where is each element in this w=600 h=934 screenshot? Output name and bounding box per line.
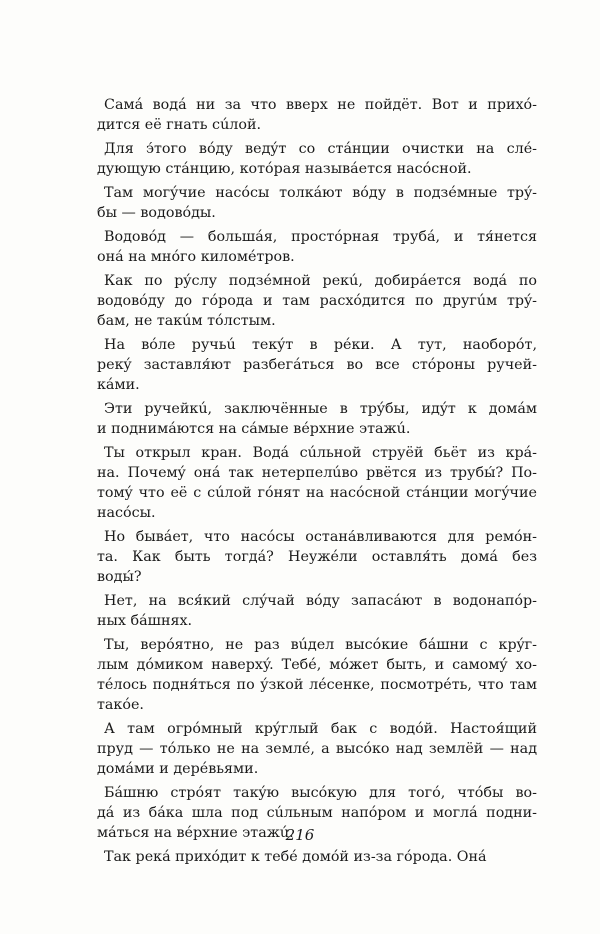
text-line: мáться на вéрхние этажú. [97, 825, 294, 841]
paragraph [97, 527, 537, 587]
text-line: такóе. [97, 697, 144, 713]
paragraph [97, 399, 537, 439]
text-line: Но бывáет, что насóсы остана́вливаются для ремóн- [104, 529, 537, 545]
text-line: Ты, верóятно, не раз вúдел высóкие бáшни с крýг- [104, 637, 537, 653]
paragraph [97, 271, 537, 331]
paragraph [97, 635, 537, 715]
text-line: Самá водá ни за что вверх не пойдёт. Вот и прихó- [104, 97, 537, 113]
text-line: кáми. [97, 377, 140, 393]
text-line: тéлось подня́ться по ýзкой лéсенке, посмотрéть, что там [97, 677, 537, 693]
text-line: Для э́того вóду ведýт со стáнции очистки на слé- [104, 141, 537, 157]
text-line: пруд — тóлько не на землé, а высóко над землёй — над [97, 741, 537, 757]
text-line: домáми и дерéвьями. [97, 761, 259, 777]
text-line: Так рекá прихóдит к тебé домóй из-за гóрода. Онá [104, 849, 487, 865]
paragraph [97, 719, 537, 779]
paragraph [97, 183, 537, 223]
text-line: насóсы. [97, 505, 156, 521]
text-line: рекý заставля́ют разбегáться во все стóроны ручей- [97, 357, 537, 373]
text-line: ных бáшнях. [97, 613, 193, 629]
text-line: Эти ручейкú, заключённые в трýбы, идýт к домáм [104, 401, 537, 417]
text-line: Там могýчие насóсы толкáют вóду в подзéмные трý- [104, 185, 537, 201]
text-line: и поднимáются на сáмые вéрхние этажú. [97, 421, 411, 437]
paragraph [97, 227, 537, 267]
page-body-text [97, 95, 537, 871]
paragraph [97, 335, 537, 395]
text-line: томý что её с сúлой гóнят на насóсной стáнции могýчие [97, 485, 537, 501]
paragraph [97, 95, 537, 135]
text-line: лым дóмиком наверхý. Тебé, мóжет быть, и самомý хо- [97, 657, 537, 673]
text-line: бам, не такúм тóлстым. [97, 313, 276, 329]
text-line: На вóле ручьú текýт в рéки. А тут, наоборóт, [104, 337, 537, 353]
page-number: 216 [285, 826, 315, 844]
paragraph [97, 139, 537, 179]
text-line: А там огрóмный крýглый бак с водóй. Настоя́щий [104, 721, 537, 737]
paragraph [97, 847, 537, 867]
text-line: бы — водовóды. [97, 205, 216, 221]
text-line: дующую стáнцию, котóрая назывáется насóсной. [97, 161, 472, 177]
text-line: та. Как быть тогдá? Неужéли оставля́ть домá без [97, 549, 537, 565]
text-line: водовóду до гóрода и там расхóдится по другúм трý- [97, 293, 537, 309]
text-line: Ты открыл кран. Водá сúльной струёй бьёт из крá- [104, 445, 537, 461]
text-line: дится её гнать сúлой. [97, 117, 262, 133]
text-line: на. Почемý онá так нетерпелúво рвётся из трубы́? По- [97, 465, 537, 481]
text-line: онá на мнóго киломéтров. [97, 249, 295, 265]
text-line: Водовóд — большáя, простóрная трубá, и тя́нется [104, 229, 537, 245]
text-line: Бáшню стрóят такýю высóкую для тогó, чтóбы во- [104, 785, 537, 801]
text-line: Нет, на вся́кий слýчай вóду запасáют в водонапóр- [104, 593, 537, 609]
text-line: Как по рýслу подзéмной рекú, добирáется водá по [104, 273, 537, 289]
paragraph [97, 591, 537, 631]
paragraph [97, 443, 537, 523]
text-line: воды́? [97, 569, 142, 585]
text-line: дá из бáка шла под сúльным напóром и моглá подни- [97, 805, 537, 821]
